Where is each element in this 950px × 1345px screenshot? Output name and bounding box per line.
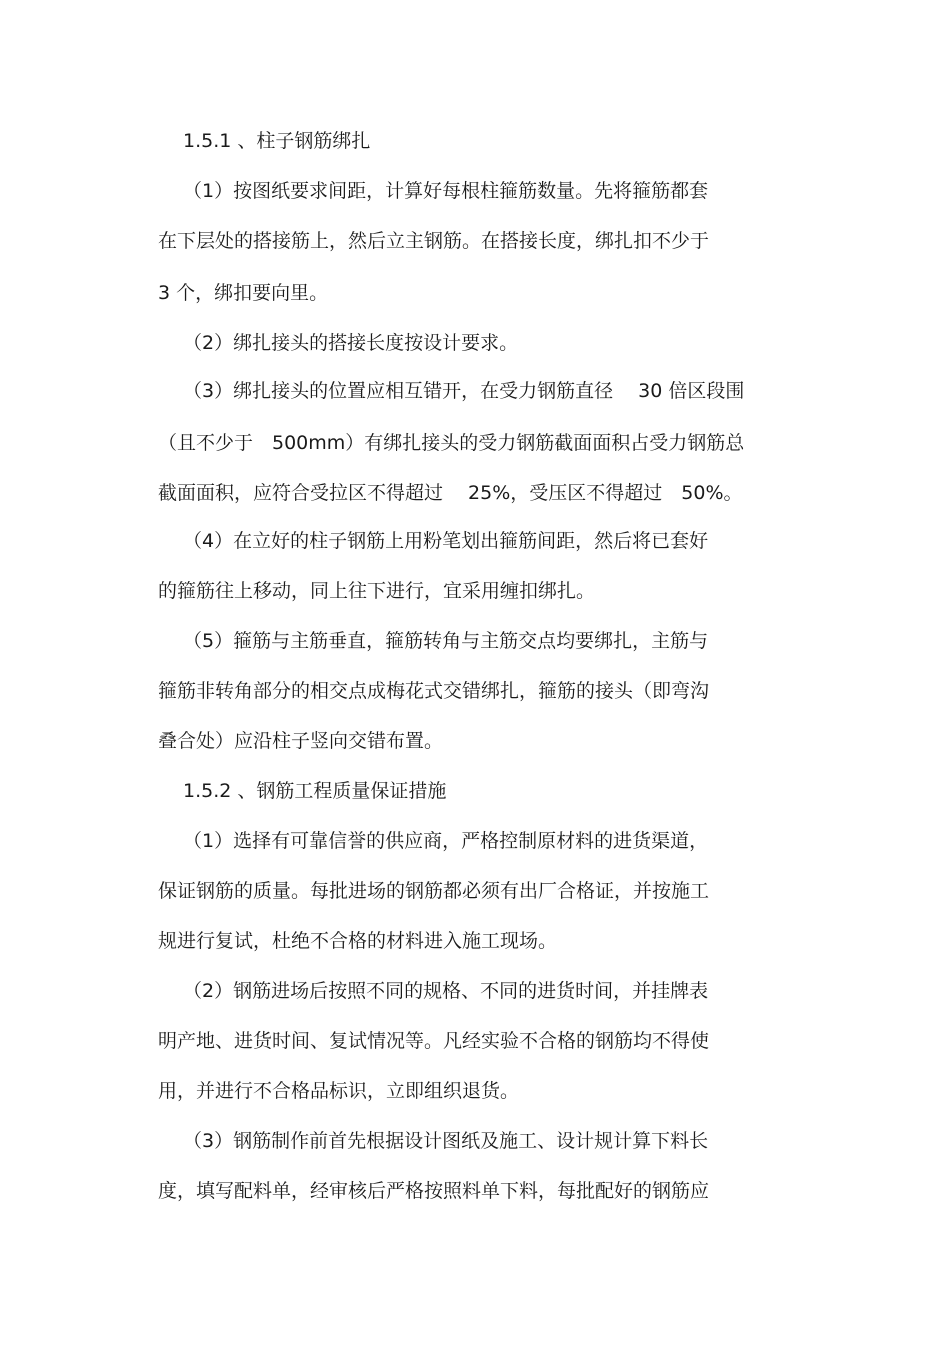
paragraph-line: （2）绑扎接头的搭接长度按设计要求。: [183, 332, 519, 354]
paragraph-line: 叠合处）应沿柱子竖向交错布置。: [158, 730, 444, 752]
paragraph-line: 规进行复试，杜绝不合格的材料进入施工现场。: [158, 930, 558, 952]
paragraph-line: 在下层处的搭接筋上，然后立主钢筋。在搭接长度，绑扎扣不少于: [158, 230, 710, 252]
paragraph-line: （3）绑扎接头的位置应相互错开，在受力钢筋直径 30 倍区段围: [183, 380, 745, 402]
paragraph-line: （1）选择有可靠信誉的供应商，严格控制原材料的进货渠道，: [183, 830, 709, 852]
paragraph-line: （3）钢筋制作前首先根据设计图纸及施工、设计规计算下料长: [183, 1130, 709, 1152]
paragraph-line: （且不少于 500mm）有绑扎接头的受力钢筋截面面积占受力钢筋总: [158, 432, 745, 454]
paragraph-line: 保证钢筋的质量。每批进场的钢筋都必须有出厂合格证，并按施工: [158, 880, 710, 902]
paragraph-line: 箍筋非转角部分的相交点成梅花式交错绑扎，箍筋的接头（即弯沟: [158, 680, 710, 702]
paragraph-line: 3 个，绑扣要向里。: [158, 282, 329, 304]
paragraph-line: （1）按图纸要求间距，计算好每根柱箍筋数量。先将箍筋都套: [183, 180, 709, 202]
paragraph-line: 度，填写配料单，经审核后严格按照料单下料，每批配好的钢筋应: [158, 1180, 710, 1202]
paragraph-line: （4）在立好的柱子钢筋上用粉笔划出箍筋间距，然后将已套好: [183, 530, 709, 552]
paragraph-line: 的箍筋往上移动，同上往下进行，宜采用缠扣绑扎。: [158, 580, 596, 602]
paragraph-line: 用，并进行不合格品标识，立即组织退货。: [158, 1080, 520, 1102]
paragraph-line: （5）箍筋与主筋垂直，箍筋转角与主筋交点均要绑扎，主筋与: [183, 630, 709, 652]
section-heading: 1.5.1 、柱子钢筋绑扎: [183, 130, 371, 152]
section-heading: 1.5.2 、钢筋工程质量保证措施: [183, 780, 447, 802]
paragraph-line: 明产地、进货时间、复试情况等。凡经实验不合格的钢筋均不得使: [158, 1030, 710, 1052]
paragraph-line: （2）钢筋进场后按照不同的规格、不同的进货时间，并挂牌表: [183, 980, 709, 1002]
paragraph-line: 截面面积，应符合受拉区不得超过 25%，受压区不得超过 50%。: [158, 482, 743, 504]
